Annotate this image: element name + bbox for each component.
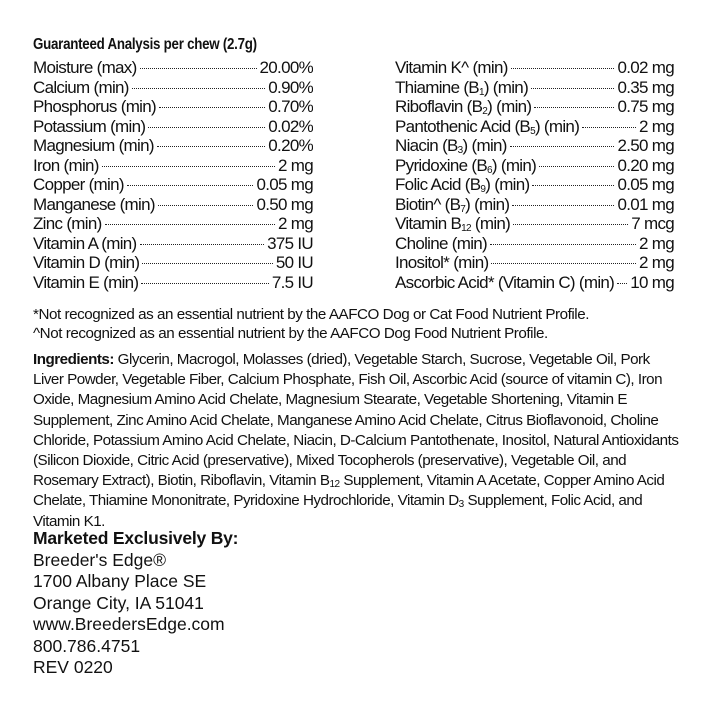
analysis-row bbox=[33, 234, 313, 254]
footnote-caret: ^Not recognized as an essential nutrient by the AAFCO Dog Food Nutrient Profile. bbox=[33, 324, 548, 342]
nutrient-name: Moisture (max) bbox=[33, 58, 137, 77]
dot-leader bbox=[511, 68, 615, 69]
analysis-row bbox=[33, 214, 313, 234]
website: www.BreedersEdge.com bbox=[33, 614, 225, 634]
nutrient-value: 2 mg bbox=[639, 253, 674, 272]
nutrient-value: 0.90% bbox=[268, 77, 313, 97]
analysis-row bbox=[395, 234, 674, 254]
nutrient-name: Choline (min) bbox=[395, 233, 487, 253]
ingredients-paragraph bbox=[33, 350, 683, 532]
nutrient-name: Niacin $(B_3)$ (min) bbox=[395, 136, 507, 156]
dot-leader bbox=[158, 205, 254, 206]
nutrient-value: 50 IU bbox=[275, 253, 313, 272]
revision-code: REV 0220 bbox=[33, 657, 113, 677]
nutrient-value: 0.01 mg bbox=[617, 194, 674, 214]
analysis-row bbox=[33, 117, 313, 137]
nutrient-name: Thiamine $(B_1)$ (min) bbox=[395, 77, 529, 97]
dot-leader bbox=[539, 166, 614, 167]
nutrient-name: Biotin^ $(B_7)$ (min) bbox=[395, 194, 510, 214]
analysis-row bbox=[395, 195, 674, 215]
nutrient-name: Vitamin $B_{12}$ (min) bbox=[395, 214, 511, 234]
nutrient-value: 0.50 mg bbox=[256, 194, 313, 214]
analysis-left-column bbox=[33, 58, 313, 292]
dot-leader bbox=[490, 244, 636, 245]
city-state-zip: Orange City, IA 51041 bbox=[33, 592, 204, 613]
ingredients-text: Supplement, Vitamin A Acetate, Copper Amino Acid Chelate, Thiamine Mononitrate, Pyridoxine Hydrochloride, Vitamin D bbox=[33, 472, 665, 510]
dot-leader bbox=[105, 224, 275, 225]
nutrient-name: Copper (min) bbox=[33, 175, 124, 194]
nutrient-value: 7.5 IU bbox=[271, 272, 313, 292]
nutrient-value: 2 mg bbox=[278, 155, 313, 175]
nutrient-name: Zinc (min) bbox=[33, 214, 102, 233]
nutrient-name: Vitamin A (min) bbox=[33, 233, 137, 253]
dot-leader bbox=[127, 185, 254, 186]
dot-leader bbox=[491, 263, 636, 264]
dot-leader bbox=[513, 224, 628, 225]
nutrient-value: 2 mg bbox=[278, 214, 313, 233]
nutrient-value: 0.05 mg bbox=[617, 175, 674, 194]
footnote-asterisk: *Not recognized as an essential nutrient by the AAFCO Dog or Cat Food Nutrient Profile. bbox=[33, 306, 589, 323]
analysis-row bbox=[33, 273, 313, 293]
dot-leader bbox=[510, 146, 615, 147]
analysis-row bbox=[33, 97, 313, 117]
ingredients-text: Supplement, Folic Acid, and Vitamin K1. bbox=[33, 492, 643, 530]
marketed-heading: Marketed Exclusively By: bbox=[33, 528, 239, 548]
subscript: 12 bbox=[329, 479, 340, 491]
company-name: Breeder's Edge® bbox=[33, 549, 166, 570]
footnotes bbox=[33, 306, 589, 343]
nutrient-value: 7 mcg bbox=[631, 214, 674, 233]
analysis-row bbox=[395, 273, 674, 293]
analysis-row bbox=[33, 58, 313, 78]
nutrient-name: Phosphorus (min) bbox=[33, 97, 156, 116]
dot-leader bbox=[142, 263, 273, 264]
marketed-by-block bbox=[33, 528, 238, 679]
dot-leader bbox=[157, 146, 265, 147]
nutrient-name: Inositol* (min) bbox=[395, 253, 489, 272]
analysis-row bbox=[33, 78, 313, 98]
dot-leader bbox=[102, 166, 275, 167]
analysis-row bbox=[395, 58, 674, 78]
nutrient-value: 2.50 mg bbox=[617, 136, 674, 155]
nutrient-value: 0.20 mg bbox=[617, 155, 674, 175]
analysis-row bbox=[33, 195, 313, 215]
nutrient-value: 0.70% bbox=[268, 97, 313, 116]
nutrient-value: 0.02 mg bbox=[617, 58, 674, 77]
dot-leader bbox=[512, 205, 614, 206]
nutrient-name: Pyridoxine $(B_6)$ (min) bbox=[395, 155, 537, 175]
ingredients-text: Glycerin, Macrogol, Molasses (dried), Vegetable Starch, Sucrose, Vegetable Oil, Pork Liver Powder, Vegetable Fiber, Calcium Phosphate, Fish Oil, Ascorbic Acid (source of vitamin C), Iron Oxide, Magnesium Amino Acid Chelate, Magnesium Stearate, Vegetable Shortening, Vitamin E Supplement, Zinc Amino Acid Chelate, Manganese Amino Acid Chelate, Citrus Bioflavonoid, Choline Chloride, Potassium Amino Acid Chelate, Niacin, D-Calcium Pantothenate, Inositol, Natural Antioxidants (Silicon Dioxide, Citric Acid (preservative), Mixed Tocopherols (preservative), Vegetable Oil, and Rosemary Extract), Biotin, Riboflavin, Vitamin B bbox=[33, 351, 679, 490]
dot-leader bbox=[532, 185, 614, 186]
nutrient-name: Manganese (min) bbox=[33, 194, 155, 214]
nutrient-value: 0.02% bbox=[268, 116, 313, 136]
street-address: 1700 Albany Place SE bbox=[33, 571, 207, 591]
nutrient-value: 0.05 mg bbox=[256, 175, 313, 194]
analysis-row bbox=[395, 214, 674, 234]
nutrient-name: Riboflavin $(B_2)$ (min) bbox=[395, 97, 532, 117]
nutrient-name: Vitamin D (min) bbox=[33, 253, 140, 272]
phone-number: 800.786.4751 bbox=[33, 635, 141, 656]
nutrient-value: 0.35 mg bbox=[617, 77, 674, 97]
analysis-right-column bbox=[395, 58, 674, 292]
nutrient-value: 0.75 mg bbox=[617, 97, 674, 116]
dot-leader bbox=[148, 127, 265, 128]
nutrient-name: Vitamin E (min) bbox=[33, 272, 139, 292]
analysis-row bbox=[33, 253, 313, 273]
analysis-row bbox=[33, 156, 313, 176]
nutrient-name: Iron (min) bbox=[33, 155, 99, 175]
nutrient-name: Ascorbic Acid* (Vitamin C) (min) bbox=[395, 272, 615, 292]
dot-leader bbox=[140, 244, 265, 245]
analysis-row bbox=[395, 175, 674, 195]
nutrient-value: 2 mg bbox=[639, 233, 674, 253]
dot-leader bbox=[159, 107, 265, 108]
dot-leader bbox=[582, 127, 636, 128]
nutrient-value: 375 IU bbox=[267, 233, 313, 253]
dot-leader bbox=[140, 68, 257, 69]
nutrient-value: 20.00% bbox=[259, 58, 313, 77]
subscript: 3 bbox=[458, 499, 464, 511]
analysis-row bbox=[395, 136, 674, 156]
nutrient-value: 2 mg bbox=[639, 116, 674, 136]
dot-leader bbox=[617, 283, 627, 284]
dot-leader bbox=[531, 88, 614, 89]
analysis-row bbox=[395, 78, 674, 98]
nutrient-name: Potassium (min) bbox=[33, 116, 146, 136]
dot-leader bbox=[141, 283, 268, 284]
dot-leader bbox=[534, 107, 614, 108]
nutrient-value: 10 mg bbox=[630, 272, 674, 292]
analysis-row bbox=[395, 156, 674, 176]
analysis-row bbox=[33, 175, 313, 195]
guaranteed-analysis-title: Guaranteed Analysis per chew (2.7g) bbox=[33, 36, 257, 53]
nutrient-name: Calcium (min) bbox=[33, 77, 129, 97]
nutrient-value: 0.20% bbox=[268, 136, 313, 155]
analysis-row bbox=[395, 117, 674, 137]
analysis-row bbox=[395, 97, 674, 117]
dot-leader bbox=[132, 88, 266, 89]
nutrient-name: Vitamin K^ (min) bbox=[395, 58, 508, 77]
ingredients-label: Ingredients: bbox=[33, 351, 114, 368]
nutrient-name: Folic Acid $(B_9)$ (min) bbox=[395, 175, 530, 195]
nutrient-name: Magnesium (min) bbox=[33, 136, 154, 155]
analysis-row bbox=[395, 253, 674, 273]
analysis-row bbox=[33, 136, 313, 156]
nutrient-name: Pantothenic Acid $(B_5)$ (min) bbox=[395, 116, 580, 136]
